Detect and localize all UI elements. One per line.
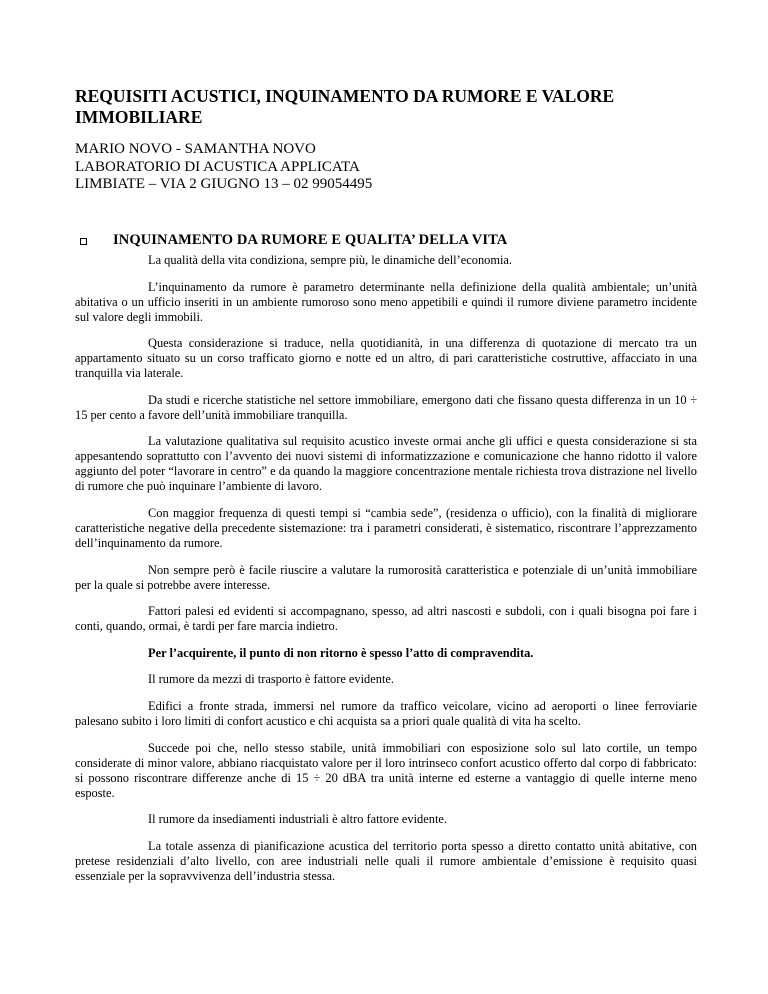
paragraph: Edifici a fronte strada, immersi nel rumore da traffico veicolare, vicino ad aeroporti o linee ferroviarie palesano subito i loro limiti di confort acustico e chi acquista sa a priori quale qualità di vita ha scelto.: [75, 698, 697, 728]
laboratory-address: LIMBIATE – VIA 2 GIUGNO 13 – 02 99054495: [75, 176, 373, 192]
paragraph: L’inquinamento da rumore è parametro determinante nella definizione della qualità ambientale; un’unità abitativa o un ufficio inseriti in un ambiente rumoroso sono meno appetibili e quindi il rumore diviene parametro incidente sul valore degli immobili.: [75, 279, 697, 324]
authors-block: [75, 141, 372, 194]
paragraph: Il rumore da insediamenti industriali è altro fattore evidente.: [148, 812, 447, 827]
paragraph: Questa considerazione si traduce, nella quotidianità, in una differenza di quotazione di mercato tra un appartamento situato su un corso trafficato giorno e notte ed un altro, di pari caratteristiche costruttive, affacciato in una tranquilla via laterale.: [75, 336, 697, 381]
section-heading: [80, 232, 720, 249]
paragraph: Da studi e ricerche statistiche nel settore immobiliare, emergono dati che fissano questa differenza in un 10 ÷ 15 per cento a favore dell’unità immobiliare tranquilla.: [75, 392, 697, 422]
document-title: REQUISITI ACUSTICI, INQUINAMENTO DA RUMORE E VALORE IMMOBILIARE: [75, 86, 615, 127]
paragraph: Succede poi che, nello stesso stabile, unità immobiliari con esposizione solo sul lato cortile, un tempo considerate di minor valore, abbiano riacquistato valore per il loro intrinseco confort acustico offerto dal corpo di fabbricato: si possono riscontrare differenze anche di 15 ÷ 20 dBA tra unità interne ed esterne a vantaggio di quelle interne meno esposte.: [75, 740, 697, 800]
laboratory-name: LABORATORIO DI ACUSTICA APPLICATA: [75, 158, 360, 175]
section-body: [75, 253, 697, 895]
bold-statement: Per l’acquirente, il punto di non ritorno è spesso l’atto di compravendita.: [148, 645, 534, 660]
paragraph: Non sempre però è facile riuscire a valutare la rumorosità caratteristica e potenziale di un’unità immobiliare per la quale si potrebbe avere interesse.: [75, 562, 697, 592]
paragraph: La qualità della vita condiziona, sempre più, le dinamiche dell’economia.: [148, 253, 513, 267]
author-names: MARIO NOVO - SAMANTHA NOVO: [75, 141, 316, 157]
paragraph: Il rumore da mezzi di trasporto è fattore evidente.: [148, 672, 394, 687]
square-bullet-icon: [80, 238, 87, 245]
paragraph: La valutazione qualitativa sul requisito acustico investe ormai anche gli uffici e questa considerazione si sta appesantendo soprattutto con l’avvento dei nuovi sistemi di informatizzazione e comunicazione che hanno ridotto il valore aggiunto del poter “lavorare in centro” e da quando la maggiore concentrazione mentale richiesta trova distrazione nel livello di rumore che può inquinare l’ambiente di lavoro.: [75, 434, 697, 494]
paragraph: Con maggior frequenza di questi tempi si “cambia sede”, (residenza o ufficio), con la finalità di migliorare caratteristiche negative della precedente sistemazione: tra i parametri considerati, è sistematico, riscontrare l’apprezzamento dell’inquinamento da rumore.: [75, 505, 697, 550]
paragraph: La totale assenza di pianificazione acustica del territorio porta spesso a diretto contatto unità abitative, con pretese residenziali d’alto livello, con aree industriali nelle quali il rumore ambientale d’emissione è requisito quasi essenziale per la sopravvivenza dell’industria stessa.: [75, 838, 697, 883]
paragraph: Fattori palesi ed evidenti si accompagnano, spesso, ad altri nascosti e subdoli, con i quali bisogna poi fare i conti, quando, ormai, è tardi per fare marcia indietro.: [75, 604, 697, 634]
section-title: INQUINAMENTO DA RUMORE E QUALITA’ DELLA VITA: [113, 232, 508, 248]
